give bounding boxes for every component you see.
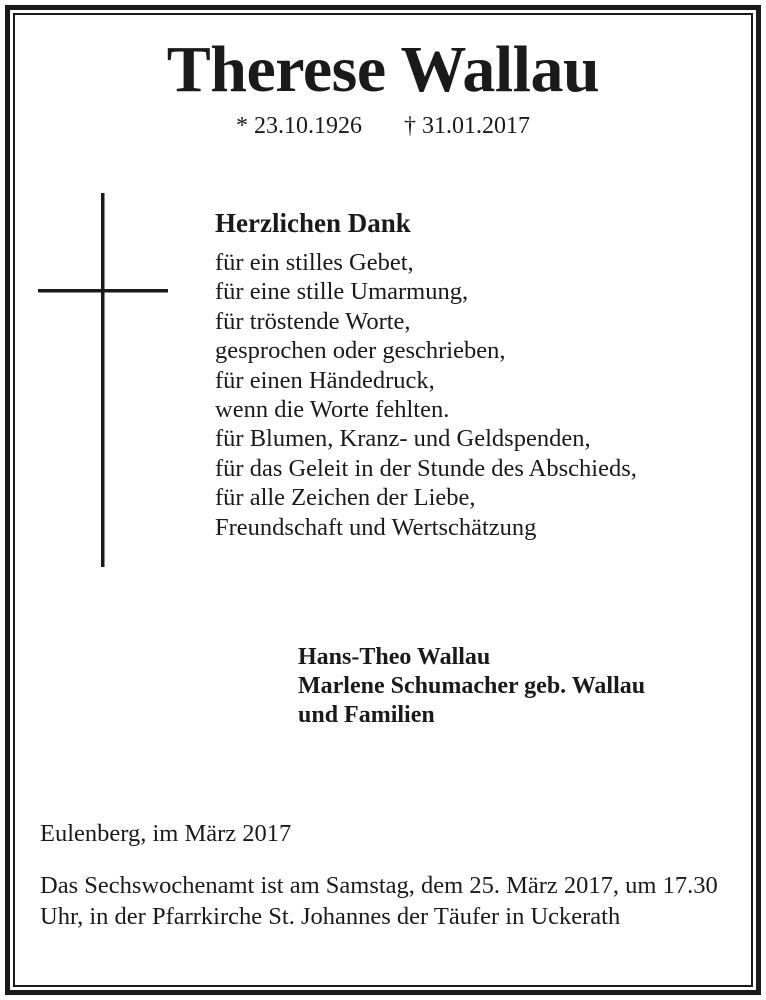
signer-name: und Familien xyxy=(298,702,435,728)
thanks-text xyxy=(215,248,637,542)
cross-icon xyxy=(38,193,168,567)
thanks-line: für einen Händedruck, xyxy=(215,366,435,394)
signer-name: Marlene Schumacher geb. Wallau xyxy=(298,673,646,699)
signer-name: Hans-Theo Wallau xyxy=(298,644,491,670)
birth-date: * 23.10.1926 xyxy=(236,113,362,139)
thanks-line: Freundschaft und Wertschätzung xyxy=(215,513,537,541)
thanks-line: für Blumen, Kranz- und Geldspenden, xyxy=(215,425,591,453)
signers xyxy=(298,643,645,730)
thanks-line: für eine stille Umarmung, xyxy=(215,278,469,306)
thanks-line: gesprochen oder geschrieben, xyxy=(215,337,506,365)
service-notice: Das Sechswochenamt ist am Samstag, dem 25. März 2017, um 17.30 Uhr, in der Pfarrkirche St. Johannes der Täufer in Uckerath xyxy=(40,872,718,930)
thanks-heading: Herzlichen Dank xyxy=(215,208,411,238)
thanks-line: für das Geleit in der Stunde des Abschieds, xyxy=(215,454,637,482)
deceased-name: Therese Wallau xyxy=(166,33,600,106)
thanks-line: für tröstende Worte, xyxy=(215,307,411,335)
thanks-line: für ein stilles Gebet, xyxy=(215,249,414,276)
place-date: Eulenberg, im März 2017 xyxy=(40,820,292,847)
death-date: † 31.01.2017 xyxy=(404,113,530,139)
thanks-line: wenn die Worte fehlten. xyxy=(215,396,450,424)
thanks-line: für alle Zeichen der Liebe, xyxy=(215,484,476,512)
life-dates xyxy=(0,110,766,142)
